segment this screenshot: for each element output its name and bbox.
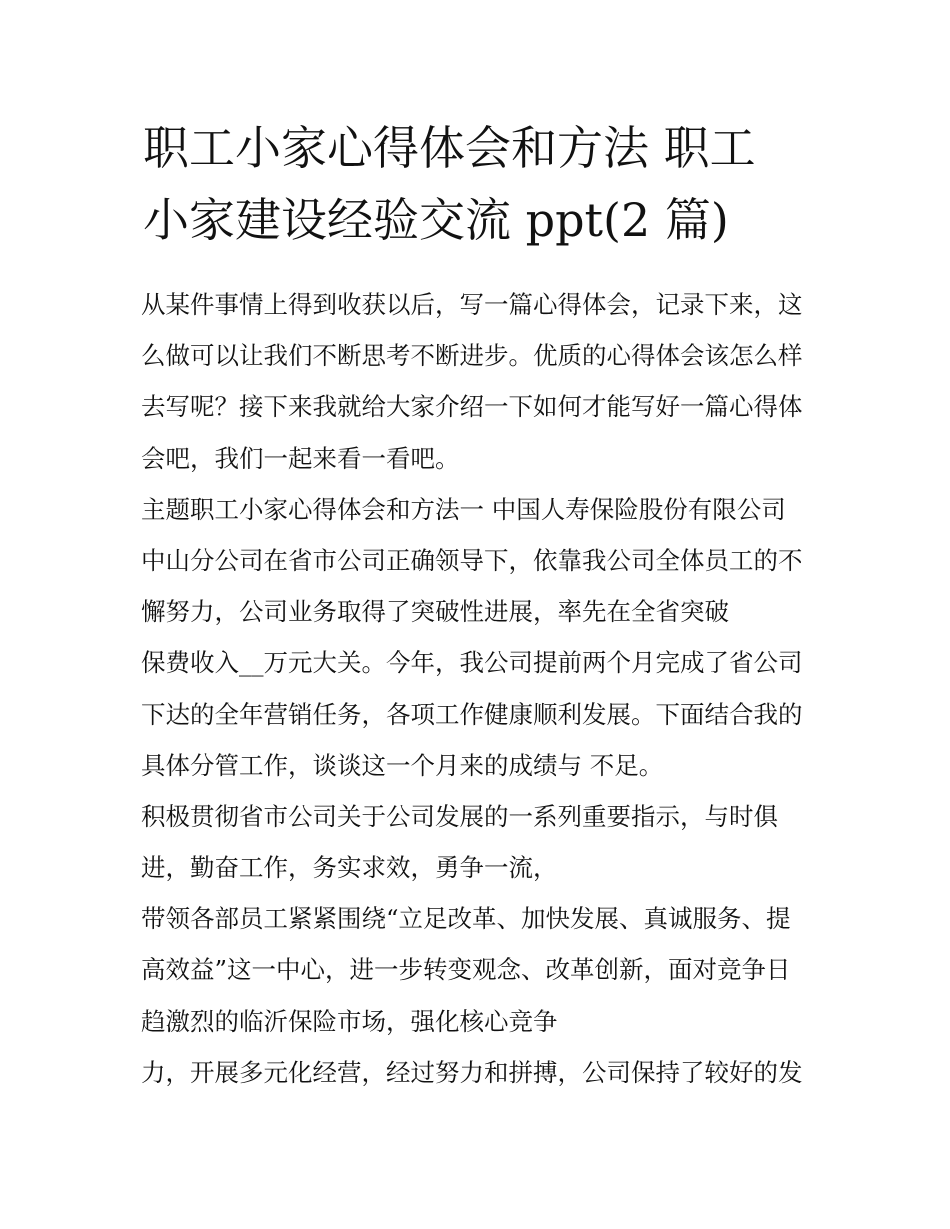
body-line: 保费收入__万元大关。今年，我公司提前两个月完成了省公司 (141, 648, 803, 678)
body-line: 进，勤奋工作，务实求效，勇争一流， (141, 853, 558, 883)
body-line: 带领各部员工紧紧围绕“立足改革、加快发展、真诚服务、提 (141, 904, 791, 934)
body-line: 力，开展多元化经营，经过努力和拼搏，公司保持了较好的发 (141, 1057, 803, 1087)
body-line: 从某件事情上得到收获以后，写一篇心得体会，记录下来，这 (141, 290, 803, 319)
title-line-1: 职工小家心得体会和方法 职工 (143, 121, 756, 175)
document-body (141, 279, 821, 1098)
body-line: 么做可以让我们不断思考不断进步。优质的心得体会该怎么样 (141, 341, 803, 371)
body-line: 趋激烈的临沂保险市场，强化核心竞争 (141, 1006, 558, 1036)
body-line: 主题职工小家心得体会和方法一 中国人寿保险股份有限公司 (141, 494, 786, 524)
body-line: 具体分管工作，谈谈这一个月来的成绩与 不足。 (141, 750, 664, 780)
document-title (143, 112, 823, 256)
body-line: 去写呢？接下来我就给大家介绍一下如何才能写好一篇心得体 (141, 392, 803, 422)
body-line: 中山分公司在省市公司正确领导下，依靠我公司全体员工的不 (141, 545, 803, 575)
body-line: 积极贯彻省市公司关于公司发展的一系列重要指示，与时俱 (141, 801, 778, 831)
body-line: 会吧，我们一起来看一看吧。 (141, 443, 460, 473)
title-line-2: 小家建设经验交流 ppt(2 篇) (143, 193, 729, 247)
body-line: 高效益”这一中心，进一步转变观念、改革创新，面对竞争日 (141, 955, 791, 985)
body-line: 懈努力，公司业务取得了突破性进展，率先在全省突破 (141, 597, 729, 627)
body-line: 下达的全年营销任务，各项工作健康顺利发展。下面结合我的 (141, 699, 803, 729)
